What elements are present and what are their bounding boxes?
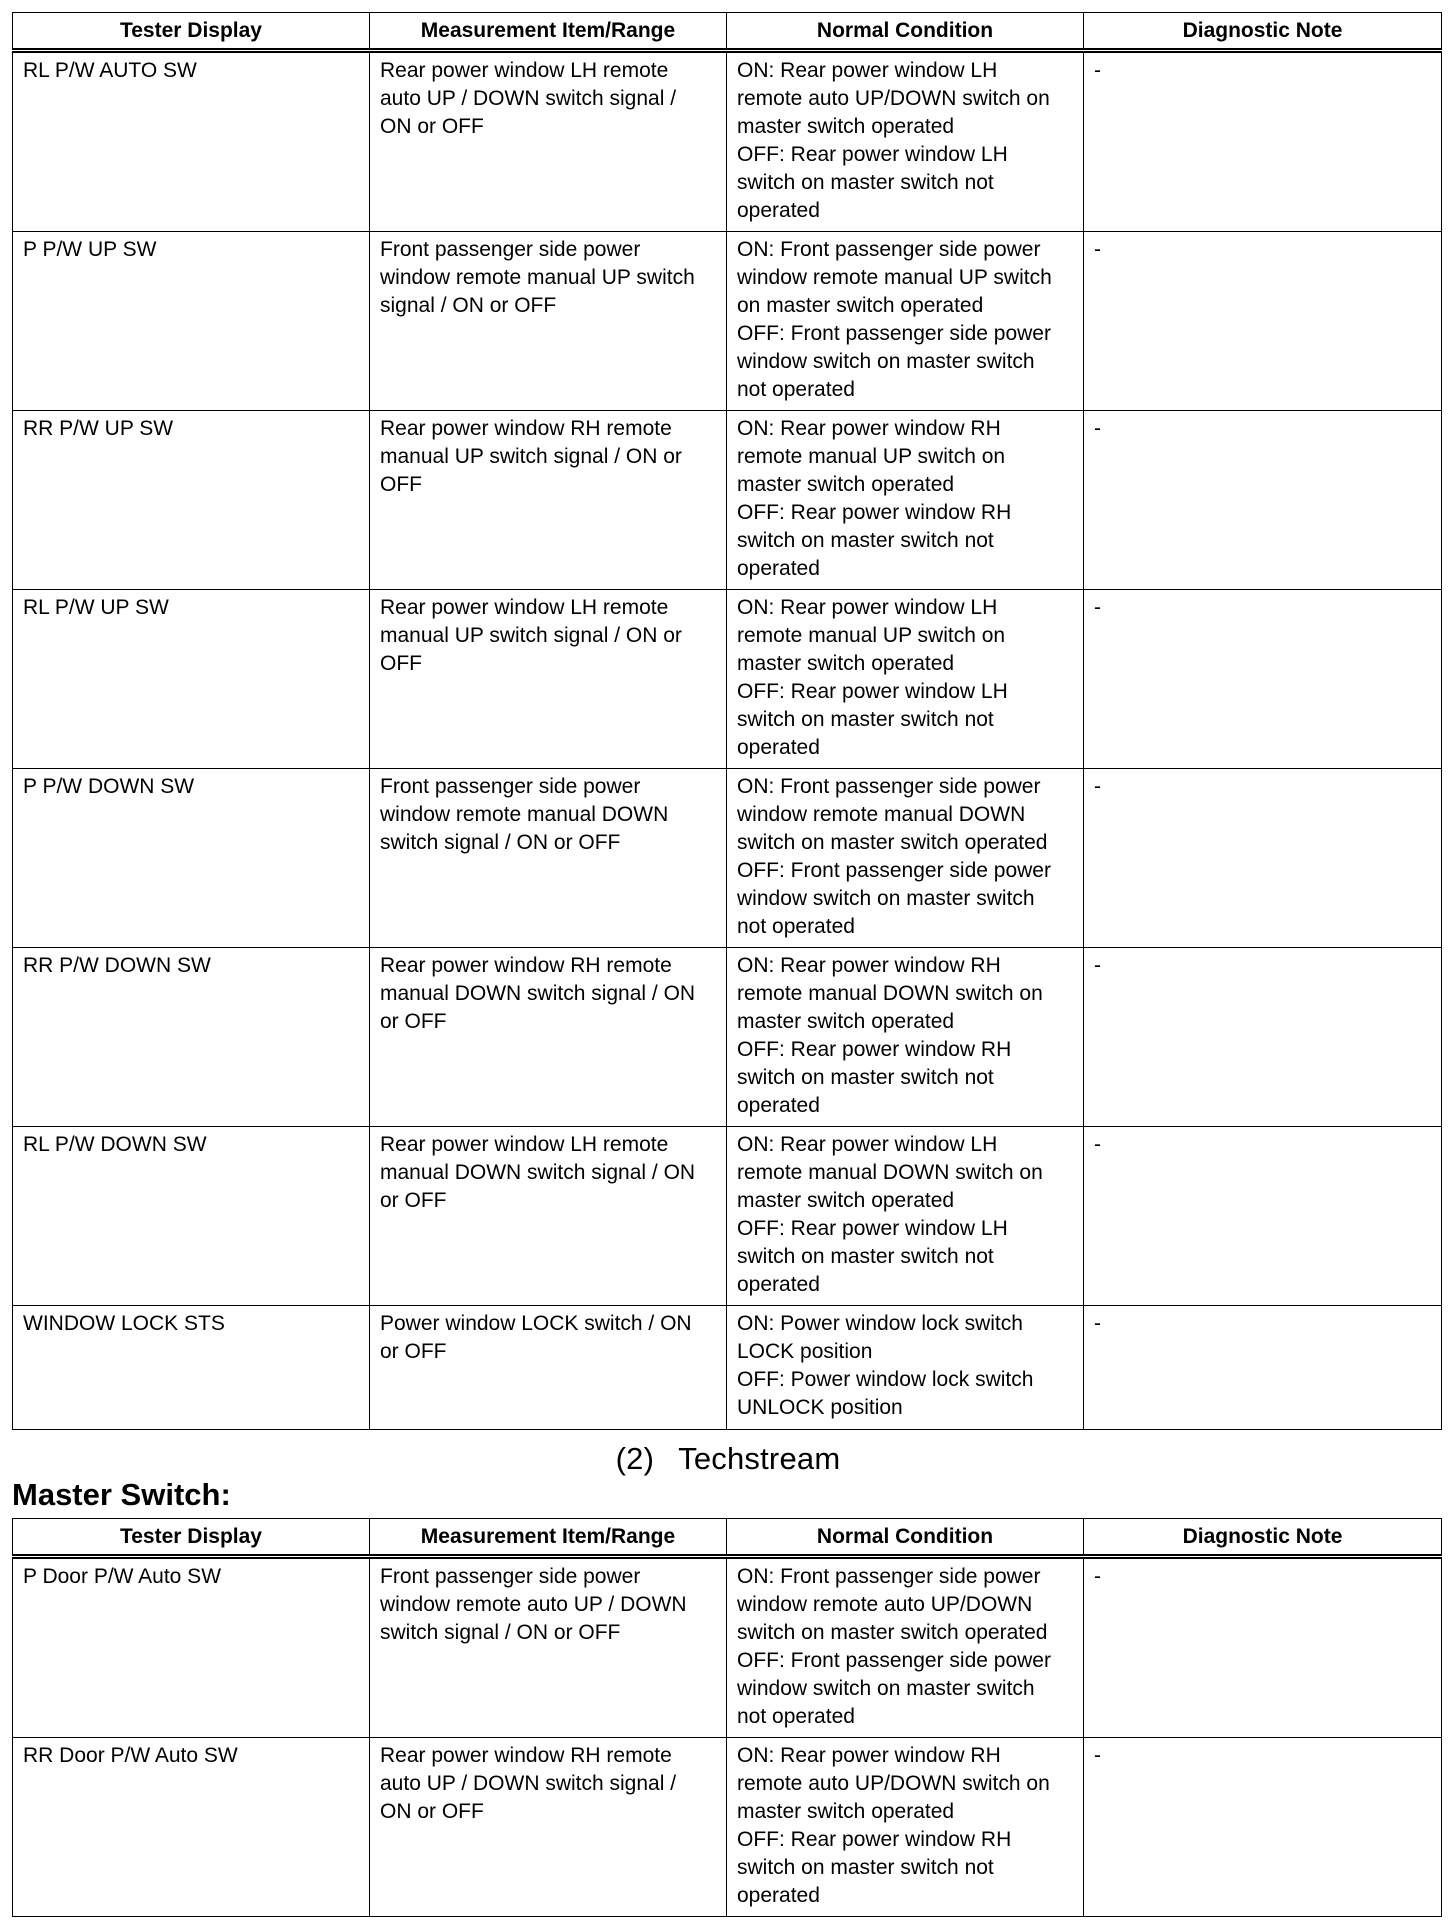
- data-list-table-2: [12, 1518, 1442, 1917]
- table-row: [13, 1557, 1442, 1738]
- normal-condition-cell: ON: Power window lock switch LOCK position OFF: Power window lock switch UNLOCK position: [727, 1306, 1084, 1430]
- diagnostic-note-cell: -: [1084, 1306, 1442, 1430]
- table-row: [13, 411, 1442, 590]
- normal-condition-cell: ON: Rear power window LH remote manual DOWN switch on master switch operated OFF: Rear power window LH switch on master switch not operated: [727, 1127, 1084, 1306]
- header-normal-condition: Normal Condition: [727, 13, 1084, 51]
- normal-condition-cell: ON: Rear power window RH remote auto UP/DOWN switch on master switch operated OFF: Rear power window RH switch on master switch not operated: [727, 1738, 1084, 1917]
- normal-condition-cell: ON: Rear power window RH remote manual UP switch on master switch operated OFF: Rear power window RH switch on master switch not operated: [727, 411, 1084, 590]
- diagnostic-note-cell: -: [1084, 51, 1442, 232]
- table-row: [13, 590, 1442, 769]
- normal-condition-cell: ON: Rear power window LH remote auto UP/DOWN switch on master switch operated OFF: Rear power window LH switch on master switch not operated: [727, 51, 1084, 232]
- diagnostic-note-cell: -: [1084, 411, 1442, 590]
- tester-display-cell: WINDOW LOCK STS: [13, 1306, 370, 1430]
- measurement-cell: Rear power window RH remote auto UP / DOWN switch signal / ON or OFF: [370, 1738, 727, 1917]
- section-title: Master Switch:: [12, 1477, 231, 1512]
- header-measurement-item: Measurement Item/Range: [370, 13, 727, 51]
- section-caption: [0, 1441, 1456, 1477]
- diagnostic-note-cell: -: [1084, 948, 1442, 1127]
- diagnostic-note-cell: -: [1084, 769, 1442, 948]
- caption-text: Techstream: [678, 1441, 841, 1476]
- tester-display-cell: RR Door P/W Auto SW: [13, 1738, 370, 1917]
- table-row: [13, 232, 1442, 411]
- tester-display-cell: P P/W DOWN SW: [13, 769, 370, 948]
- measurement-cell: Front passenger side power window remote auto UP / DOWN switch signal / ON or OFF: [370, 1557, 727, 1738]
- measurement-cell: Rear power window LH remote auto UP / DOWN switch signal / ON or OFF: [370, 51, 727, 232]
- measurement-cell: Front passenger side power window remote manual DOWN switch signal / ON or OFF: [370, 769, 727, 948]
- data-list-table-1: [12, 12, 1442, 1430]
- tester-display-cell: RR P/W UP SW: [13, 411, 370, 590]
- table-row: [13, 1306, 1442, 1430]
- measurement-cell: Rear power window RH remote manual UP switch signal / ON or OFF: [370, 411, 727, 590]
- diagnostic-note-cell: -: [1084, 590, 1442, 769]
- normal-condition-cell: ON: Rear power window RH remote manual DOWN switch on master switch operated OFF: Rear power window RH switch on master switch not operated: [727, 948, 1084, 1127]
- measurement-cell: Rear power window RH remote manual DOWN switch signal / ON or OFF: [370, 948, 727, 1127]
- table-row: [13, 1738, 1442, 1917]
- tester-display-cell: RL P/W DOWN SW: [13, 1127, 370, 1306]
- table-row: [13, 948, 1442, 1127]
- diagnostic-note-cell: -: [1084, 1557, 1442, 1738]
- normal-condition-cell: ON: Front passenger side power window remote auto UP/DOWN switch on master switch operated OFF: Front passenger side power window switch on master switch not operated: [727, 1557, 1084, 1738]
- table-row: [13, 769, 1442, 948]
- table-row: [13, 1127, 1442, 1306]
- header-diagnostic-note: Diagnostic Note: [1084, 13, 1442, 51]
- tester-display-cell: RR P/W DOWN SW: [13, 948, 370, 1127]
- tester-display-cell: P P/W UP SW: [13, 232, 370, 411]
- header-diagnostic-note: Diagnostic Note: [1084, 1519, 1442, 1557]
- tester-display-cell: P Door P/W Auto SW: [13, 1557, 370, 1738]
- header-measurement-item: Measurement Item/Range: [370, 1519, 727, 1557]
- tester-display-cell: RL P/W AUTO SW: [13, 51, 370, 232]
- table-row: [13, 51, 1442, 232]
- caption-number: (2): [615, 1441, 655, 1476]
- normal-condition-cell: ON: Rear power window LH remote manual UP switch on master switch operated OFF: Rear power window LH switch on master switch not operated: [727, 590, 1084, 769]
- header-tester-display: Tester Display: [13, 13, 370, 51]
- diagnostic-note-cell: -: [1084, 1127, 1442, 1306]
- table-header-row: [13, 13, 1442, 51]
- diagnostic-note-cell: -: [1084, 232, 1442, 411]
- header-tester-display: Tester Display: [13, 1519, 370, 1557]
- diagnostic-note-cell: -: [1084, 1738, 1442, 1917]
- normal-condition-cell: ON: Front passenger side power window remote manual DOWN switch on master switch operated OFF: Front passenger side power window switch on master switch not operated: [727, 769, 1084, 948]
- measurement-cell: Power window LOCK switch / ON or OFF: [370, 1306, 727, 1430]
- table-header-row: [13, 1519, 1442, 1557]
- normal-condition-cell: ON: Front passenger side power window remote manual UP switch on master switch operated OFF: Front passenger side power window switch on master switch not operated: [727, 232, 1084, 411]
- measurement-cell: Front passenger side power window remote manual UP switch signal / ON or OFF: [370, 232, 727, 411]
- measurement-cell: Rear power window LH remote manual UP switch signal / ON or OFF: [370, 590, 727, 769]
- tester-display-cell: RL P/W UP SW: [13, 590, 370, 769]
- measurement-cell: Rear power window LH remote manual DOWN switch signal / ON or OFF: [370, 1127, 727, 1306]
- header-normal-condition: Normal Condition: [727, 1519, 1084, 1557]
